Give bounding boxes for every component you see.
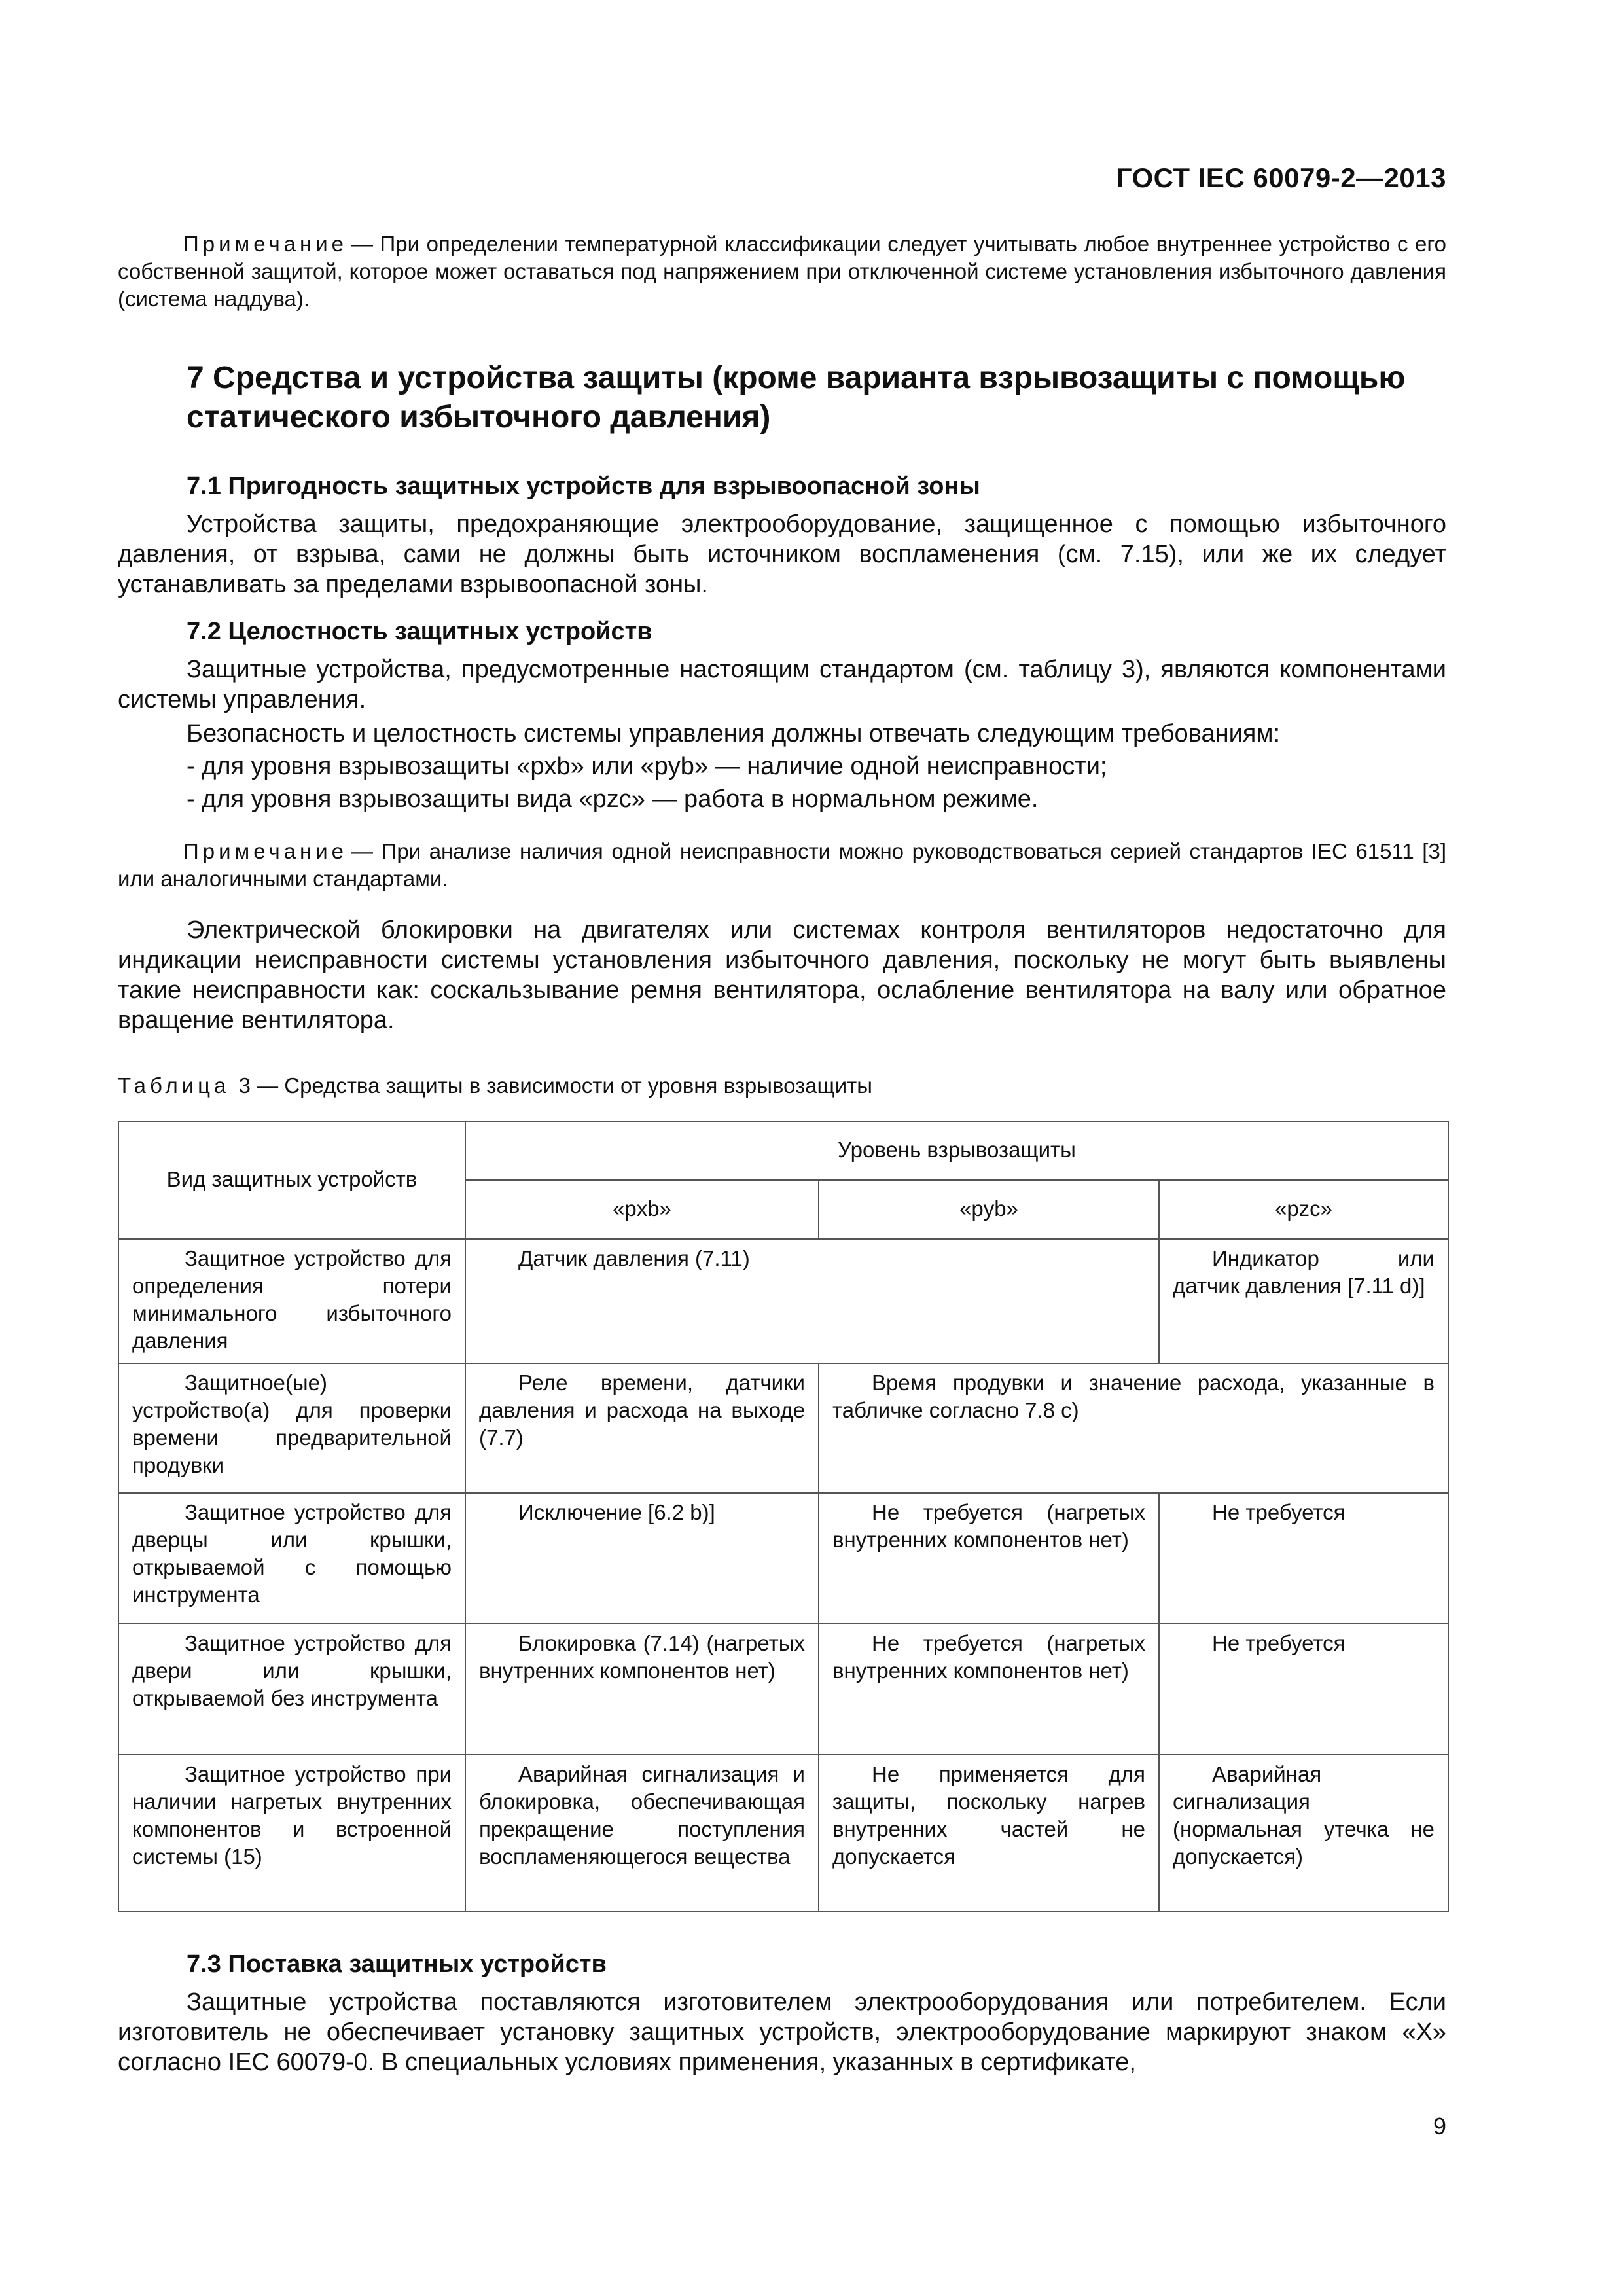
section-7-3-heading: 7.3 Поставка защитных устройств	[187, 1950, 607, 1978]
table-cell-pyb-pzc: Время продувки и значение расхода, указанные в табличке согласно 7.8 с)	[819, 1363, 1448, 1493]
column-header-pyb: «pyb»	[819, 1180, 1159, 1239]
section-7-1-paragraph	[118, 509, 1446, 600]
column-header-pxb: «pxb»	[465, 1180, 819, 1239]
table-row	[118, 1624, 1448, 1755]
note-temperature-classification	[118, 230, 1446, 313]
section-7-2-text-3: Электрической блокировки на двигателях или системах контроля вентиляторов недостаточно для индикации неисправности системы установления избыточного давления, поскольку не могут быть выявлены такие неисправности как: соскальзывание ремня вентилятора, ослабление вентилятора на валу или обратное вращение вентилятора.	[118, 916, 1446, 1034]
standard-code-header: ГОСТ IEC 60079-2—2013	[1116, 162, 1446, 193]
table-row	[118, 1493, 1448, 1624]
table-cell-device: Защитное устройство для двери или крышки, открываемой без инструмента	[118, 1624, 465, 1755]
section-7-heading: 7 Средства и устройства защиты (кроме варианта взрывозащиты с помощью статического избыточного давления)	[187, 361, 1406, 435]
table-cell-pxb: Реле времени, датчики давления и расхода на выходе (7.7)	[465, 1363, 819, 1493]
table-cell-pxb: Аварийная сигнализация и блокировка, обеспечивающая прекращение поступления воспламеняющегося вещества	[465, 1755, 819, 1912]
list-item: - для уровня взрывозащиты вида «pzc» — работа в нормальном режиме.	[187, 785, 1039, 813]
table-cell-pyb: Не применяется для защиты, поскольку нагрев внутренних частей не допускается	[819, 1755, 1159, 1912]
table-cell-pxb: Блокировка (7.14) (нагретых внутренних компонентов нет)	[465, 1624, 819, 1755]
column-group-header-protection-level: Уровень взрывозащиты	[465, 1121, 1448, 1180]
note-prefix: Примечание	[183, 839, 348, 863]
list-item: - для уровня взрывозащиты «pxb» или «pyb» — наличие одной неисправности;	[187, 753, 1107, 780]
table-caption-prefix: Таблица	[118, 1073, 230, 1098]
table-caption-text: 3 — Средства защиты в зависимости от уровня взрывозащиты	[238, 1073, 872, 1098]
section-7-1-heading: 7.1 Пригодность защитных устройств для взрывоопасной зоны	[187, 473, 980, 500]
section-7-3-paragraph	[118, 1987, 1446, 2077]
table-cell-pzc: Не требуется	[1159, 1493, 1448, 1624]
table-cell-device: Защитное(ые) устройство(а) для проверки времени предварительной продувки	[118, 1363, 465, 1493]
table-cell-device: Защитное устройство для дверцы или крышки, открываемой с помощью инструмента	[118, 1493, 465, 1624]
note-prefix: Примечание	[183, 232, 348, 256]
section-7-1-text: Устройства защиты, предохраняющие электрооборудование, защищенное с помощью избыточного давления, от взрыва, сами не должны быть источником воспламенения (см. 7.15), или же их следует устанавливать за пределами взрывоопасной зоны.	[118, 511, 1446, 598]
section-7-2-text-1: Защитные устройства, предусмотренные настоящим стандартом (см. таблицу 3), являются компонентами системы управления.	[118, 656, 1446, 713]
table-cell-pzc: Аварийная сигнализация (нормальная утечка не допускается)	[1159, 1755, 1448, 1912]
table-row	[118, 1755, 1448, 1912]
table-cell-pyb: Не требуется (нагретых внутренних компонентов нет)	[819, 1624, 1159, 1755]
column-header-pzc: «pzc»	[1159, 1180, 1448, 1239]
table-cell-pxb: Исключение [6.2 b)]	[465, 1493, 819, 1624]
table-3-caption	[118, 1073, 872, 1098]
table-cell-device: Защитное устройство для определения потери минимального избыточного давления	[118, 1239, 465, 1363]
table-cell-device: Защитное устройство при наличии нагретых внутренних компонентов и встроенной системы (15)	[118, 1755, 465, 1912]
section-7-2-heading: 7.2 Целостность защитных устройств	[187, 618, 652, 645]
table-cell-pzc: Не требуется	[1159, 1624, 1448, 1755]
table-row	[118, 1363, 1448, 1493]
table-row	[118, 1239, 1448, 1363]
table-cell-pxb-pyb: Датчик давления (7.11)	[465, 1239, 1159, 1363]
section-7-3-text: Защитные устройства поставляются изготовителем электрооборудования или потребителем. Если изготовитель не обеспечивает установку защитных устройств, электрооборудование маркируют знаком «X» согласно IEC 60079-0. В специальных условиях применения, указанных в сертификате,	[118, 1988, 1446, 2076]
note-text: — При определении температурной классификации следует учитывать любое внутреннее устройство с его собственной защитой, которое может оставаться под напряжением при отключенной системе установления избыточного давления (система наддува).	[118, 232, 1446, 311]
note-single-fault	[118, 838, 1446, 893]
section-7-2-paragraph-2	[118, 719, 1446, 749]
column-header-device-type: Вид защитных устройств	[118, 1121, 465, 1239]
section-7-2-paragraph-3	[118, 915, 1446, 1035]
table-cell-pzc: Индикатор или датчик давления [7.11 d)]	[1159, 1239, 1448, 1363]
note-text: — При анализе наличия одной неисправности можно руководствоваться серией стандартов IEC 61511 [3] или аналогичными стандартами.	[118, 839, 1446, 891]
protection-devices-table	[118, 1121, 1449, 1912]
section-7-2-text-2: Безопасность и целостность системы управления должны отвечать следующим требованиям:	[187, 720, 1281, 747]
page-number: 9	[1433, 2113, 1446, 2140]
section-7-2-paragraph-1	[118, 655, 1446, 715]
table-cell-pyb: Не требуется (нагретых внутренних компонентов нет)	[819, 1493, 1159, 1624]
